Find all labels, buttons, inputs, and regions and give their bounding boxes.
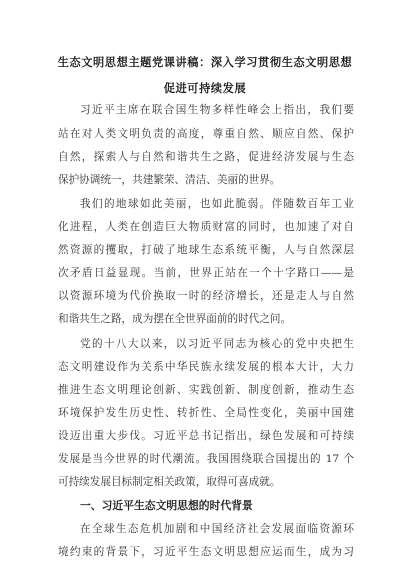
section-heading: 一、习近平生态文明思想的时代背景 <box>80 499 253 512</box>
paragraph-3-line-3: 推进生态文明理论创新、实践创新、制度创新，推动生态 <box>58 384 354 396</box>
paragraph-1-line-4: 保护协调统一，共建繁荣、清洁、美丽的世界。 <box>58 174 281 186</box>
paragraph-1-line-1: 习近平主席在联合国生物多样性峰会上指出，我们要 <box>80 104 354 116</box>
paragraph-2-line-3: 然资源的攫取，打破了地球生态系统平衡，人与自然深层 <box>58 244 354 256</box>
paragraph-3-line-5: 设迈出重大步伐。习近平总书记指出，绿色发展和可持续 <box>58 430 354 442</box>
paragraph-3-line-6: 发展是当今世界的时代潮流。我国围绕联合国提出的 17 个 <box>58 453 354 465</box>
paragraph-1-line-2: 站在对人类文明负责的高度，尊重自然、顺应自然、保护 <box>58 128 354 140</box>
paragraph-2-line-1: 我们的地球如此美丽，也如此脆弱。伴随数百年工业 <box>80 198 354 210</box>
paragraph-2-line-5: 以资源环境为代价换取一时的经济增长，还是走人与自然 <box>58 290 354 302</box>
paragraph-2-line-6: 和谐共生之路，成为摆在全世界面前的时代之问。 <box>58 313 292 325</box>
paragraph-3-line-2: 态文明建设作为关系中华民族永续发展的根本大计，大力 <box>58 361 354 373</box>
document-title-line-1: 生态文明思想主题党课讲稿：深入学习贯彻生态文明思想 <box>57 56 353 69</box>
paragraph-3-line-7: 可持续发展目标制定相关政策，取得可喜成就。 <box>58 476 281 488</box>
paragraph-3-line-4: 环境保护发生历史性、转折性、全局性变化，美丽中国建 <box>58 407 354 419</box>
document-title-line-2: 促进可持续发展 <box>163 82 247 95</box>
paragraph-4-line-1: 在全球生态危机加剧和中国经济社会发展面临资源环 <box>80 523 354 535</box>
paragraph-1-line-3: 自然，探索人与自然和谐共生之路，促进经济发展与生态 <box>58 151 354 163</box>
paragraph-4-line-2: 境约束的背景下，习近平生态文明思想应运而生，成为习 <box>58 546 354 558</box>
paragraph-3-line-1: 党的十八大以来，以习近平同志为核心的党中央把生 <box>80 338 354 350</box>
paragraph-2-line-2: 化进程，人类在创造巨大物质财富的同时，也加速了对自 <box>58 221 354 233</box>
paragraph-2-line-4: 次矛盾日益显现。当前，世界正站在一个十字路口——是 <box>58 267 354 279</box>
